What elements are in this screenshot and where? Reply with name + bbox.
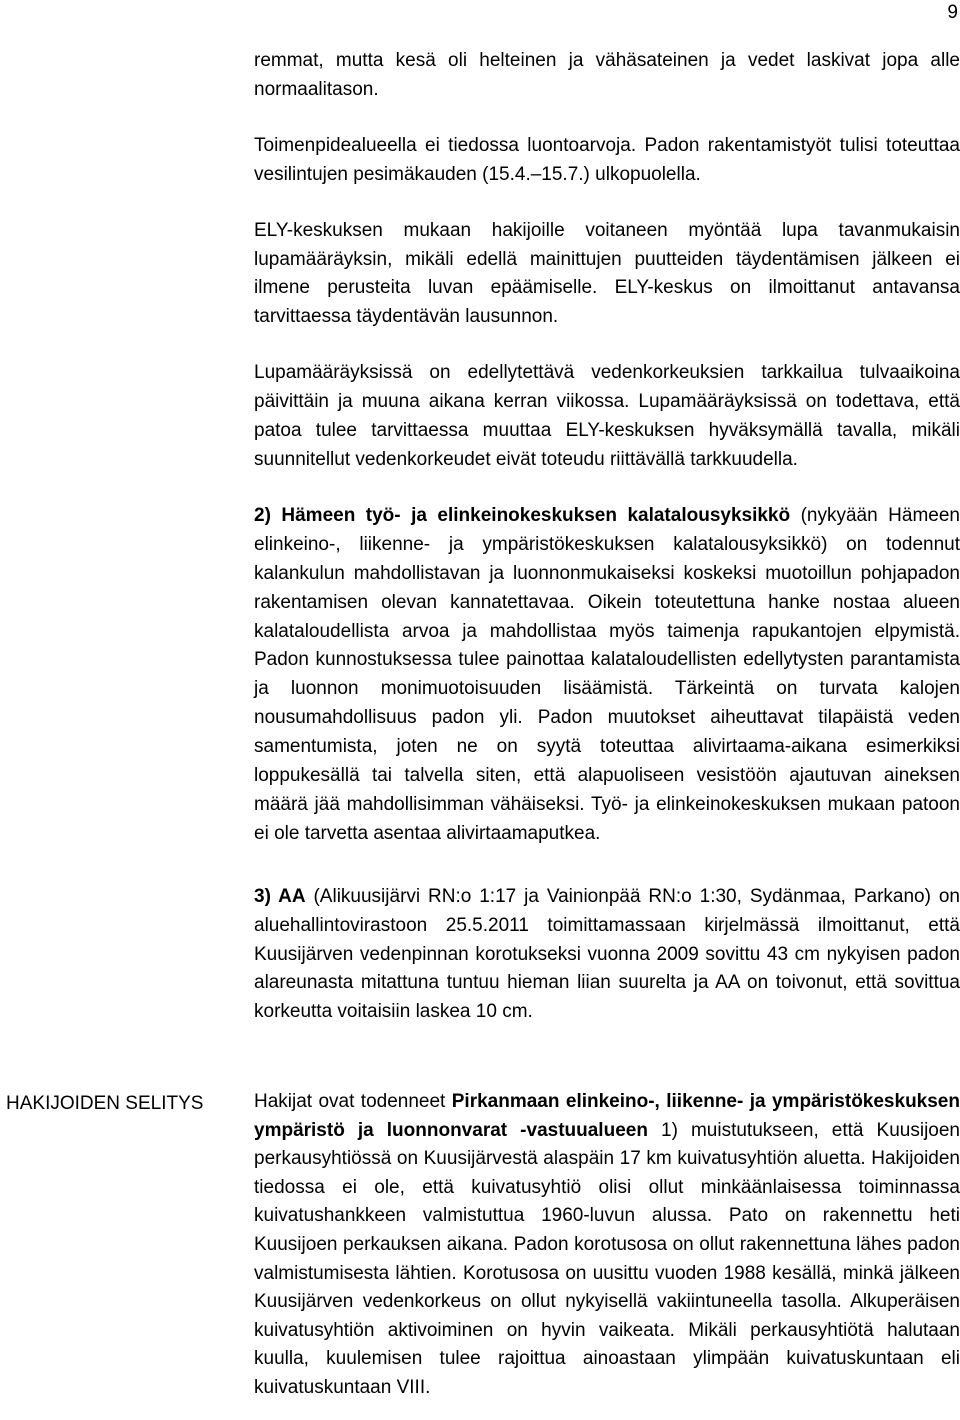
paragraph-2: Toimenpidealueella ei tiedossa luontoarvoja. Padon rakentamistyöt tulisi toteuttaa vesilintujen pesimäkauden (15.4.–15.7.) ulkopuolella. bbox=[254, 134, 960, 185]
applicant-statement bbox=[254, 1088, 960, 1403]
paragraph-6 bbox=[254, 883, 960, 1028]
paragraph-5-heading: 2) Hämeen työ- ja elinkeinokeskuksen kalatalousyksikkö bbox=[254, 504, 791, 526]
paragraph-5-body: (nykyään Hämeen elinkeino-, liikenne- ja ympäristökeskuksen kalatalousyksikkö) on todennut kalankulun mahdollistavan ja luonnonmukaiseksi koskeksi muotoillun pohjapadon rakentamisen olevan kannatettavaa. Oikein toteutettuna hanke nostaa alueen kalataloudellista arvoa ja mahdollistaa myös taimenja rapukantojen elpymistä. Padon kunnostuksessa tulee painottaa kalataloudellisten edellytysten parantamista ja luonnon monimuotoisuuden lisäämistä. Tärkeintä on turvata kalojen nousumahdollisuus padon yli. Padon muutokset aiheuttavat tilapäistä veden samentumista, joten ne on syytä toteuttaa alivirtaama-aikana esimerkiksi loppukesällä tai talvella siten, että alapuoliseen vesistöön ajautuvan aineksen määrä jää mahdollisimman vähäiseksi. Työ- ja elinkeinokeskuksen mukaan patoon ei ole tarvetta asentaa alivirtaamaputkea. bbox=[254, 504, 960, 844]
paragraph-4: Lupamääräyksissä on edellytettävä vedenkorkeuksien tarkkailua tulvaaikoina päivittäin ja muuna aikana kerran viikossa. Lupamääräyksissä on todettava, että patoa tulee tarvittaessa muuttaa ELY-keskuksen hyväksymällä tavalla, mikäli suunnitellut vedenkorkeudet eivät toteudu riittävällä tarkkuudella. bbox=[254, 362, 960, 470]
section-label: HAKIJOIDEN SELITYS bbox=[6, 1093, 204, 1114]
paragraph-5 bbox=[254, 502, 960, 849]
applicant-body: 1) muistutukseen, että Kuusijoen perkausyhtiössä on Kuusijärvestä alaspäin 17 km kuivatusyhtiön aluetta. Hakijoiden tiedossa ei ole, että kuivatusyhtiö olisi ollut minkäänlaisessa toiminnassa kuivatushankkeen valmistuttua 1960-luvun alussa. Pato on rakennettu heti Kuusijoen perkauksen aikana. Padon korotusosa on ollut rakennettuna lähes padon valmistumisesta lähtien. Korotusosa on uusittu vuoden 1988 kesällä, minkä jälkeen Kuusijärven vedenkorkeus on ollut nykyisellä vakiintuneella tasolla. Alkuperäisen kuivatusyhtiön aktivoiminen on hyvin vaikeata. Mikäli perkausyhtiötä halutaan kuulla, kuulemisen tulee rajoittua ainoastaan ylimpään kuivatuskuntaan eli kuivatuskuntaan VIII. bbox=[254, 1119, 960, 1398]
applicant-paragraph bbox=[254, 1088, 960, 1403]
page-number: 9 bbox=[947, 2, 958, 23]
main-text-column bbox=[254, 47, 960, 1054]
applicant-authority: Pirkanmaan elinkeino-, liikenne- ja ympäristökeskuksen ympäristö ja luonnonvarat -vastuualueen bbox=[254, 1091, 960, 1141]
paragraph-3: ELY-keskuksen mukaan hakijoille voitaneen myöntää lupa tavanmukaisin lupamääräyksin, mikäli edellä mainittujen puutteiden täydentämisen jälkeen ei ilmene perusteita luvan epäämiselle. ELY-keskus on ilmoittanut antavansa tarvittaessa täydentävän lausunnon. bbox=[254, 219, 960, 328]
paragraph-6-body: (Alikuusijärvi RN:o 1:17 ja Vainionpää RN:o 1:30, Sydänmaa, Parkano) on aluehallintovirastoon 25.5.2011 toimittamassaan kirjelmässä ilmoittanut, että Kuusijärven vedenpinnan korotukseksi vuonna 2009 sovittu 43 cm nykyisen padon alareunasta mitattuna tuntuu hieman liian suurelta ja AA on toivonut, että sovittua korkeutta voitaisiin laskea 10 cm. bbox=[254, 885, 960, 1023]
paragraph-6-heading: 3) AA bbox=[254, 885, 306, 907]
paragraph-1: remmat, mutta kesä oli helteinen ja vähäsateinen ja vedet laskivat jopa alle normaalitason. bbox=[254, 50, 960, 100]
applicant-intro: Hakijat ovat todenneet bbox=[254, 1091, 452, 1112]
